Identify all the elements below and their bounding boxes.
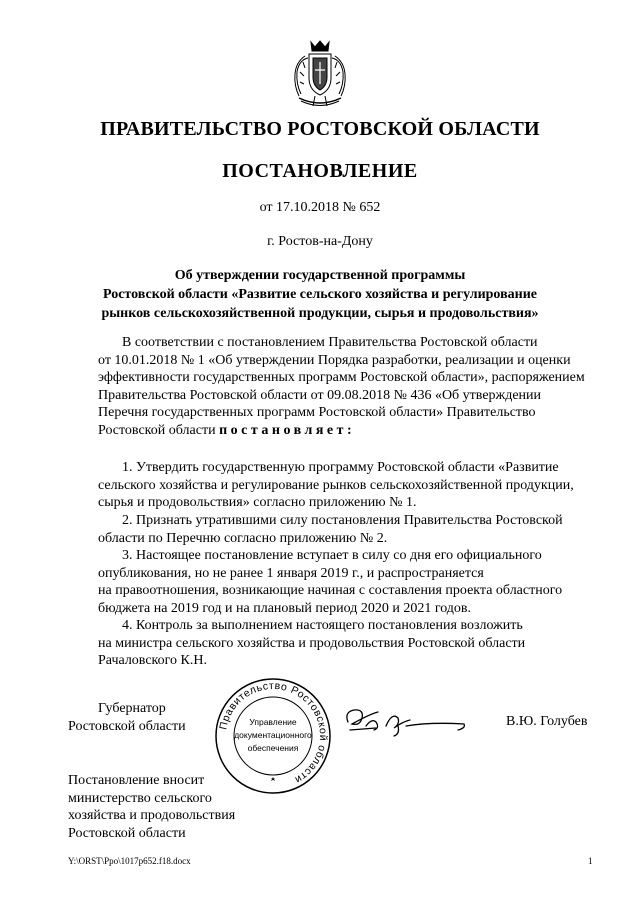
preamble-paragraph <box>98 334 595 439</box>
text-line: 4. Контроль за выполнением настоящего постановления возложить <box>122 618 523 633</box>
signatory-name: В.Ю. Голубев <box>506 714 588 729</box>
text-line: Ростовской области <box>68 825 186 841</box>
text-line: Ростовской области постановляет: <box>98 422 356 438</box>
text-line: бюджета на 2019 год и на плановый период 2020 и 2021 годов. <box>98 600 472 616</box>
star-icon <box>271 777 275 781</box>
text-line: эффективности государственных программ Ростовской области», распоряжением <box>98 370 585 385</box>
submitter-note <box>68 772 235 842</box>
resolves-word: постановляет: <box>219 422 356 438</box>
text-line: Правительства Ростовской области от 09.08.2018 № 436 «Об утверждении <box>98 387 542 403</box>
subject-line: Ростовской области «Развитие сельского хозяйства и регулирование <box>103 287 537 302</box>
item-3-paragraph <box>98 547 595 617</box>
handwritten-signature <box>340 700 470 740</box>
text-line: Перечня государственных программ Ростовской области» Правительство <box>98 405 536 420</box>
text-line: 2. Признать утратившими силу постановления Правительства Ростовской <box>122 513 563 528</box>
text-line: хозяйства и продовольствия <box>68 808 236 823</box>
text-line: на министра сельского хозяйства и продовольствия Ростовской области <box>98 635 526 651</box>
item-2-paragraph <box>98 512 595 547</box>
coat-of-arms-icon <box>291 38 349 110</box>
text-line: от 10.01.2018 № 1 «Об утверждении Порядка разработки, реализации и оценки <box>98 352 571 368</box>
text-line: на правоотношения, возникающие начиная с составления проекта областного <box>98 583 563 598</box>
text-line: Рачаловского К.Н. <box>98 653 207 668</box>
text-line: министерство сельского <box>68 790 212 806</box>
text-line: Постановление вносит <box>68 773 205 788</box>
stamp-inner-line: обеспечения <box>247 743 299 753</box>
item-1-paragraph <box>98 459 595 512</box>
stamp-inner-line: Управление <box>249 717 297 727</box>
text-line: 1. Утвердить государственную программу Ростовской области «Развитие <box>122 460 559 475</box>
text-line: В соответствии с постановлением Правительства Ростовской области <box>122 335 538 350</box>
file-path: Y:\ORST\Ppo\1017p652.f18.docx <box>68 856 191 866</box>
signatory-title-line: Губернатор <box>98 701 166 716</box>
text-line: сельского хозяйства и регулирование рынков сельскохозяйственной продукции, <box>98 477 574 493</box>
stamp-outer-text: Правительство Ростовской области <box>217 679 330 787</box>
stamp-inner-line: документационного <box>234 730 312 740</box>
subject-line: рынков сельскохозяйственной продукции, сырья и продовольствия» <box>101 306 539 321</box>
document-type: ПОСТАНОВЛЕНИЕ <box>222 160 418 182</box>
subject-line: Об утверждении государственной программы <box>174 268 466 283</box>
document-date-number: от 17.10.2018 № 652 <box>259 200 381 215</box>
item-4-paragraph <box>98 617 595 670</box>
text-line: 3. Настоящее постановление вступает в силу со дня его официального <box>122 548 542 563</box>
organization-title: ПРАВИТЕЛЬСТВО РОСТОВСКОЙ ОБЛАСТИ <box>100 118 540 140</box>
page-number: 1 <box>588 856 593 866</box>
document-place: г. Ростов-на-Дону <box>267 234 373 249</box>
document-subject <box>60 266 580 323</box>
text-line: области по Перечню согласно приложению № 2. <box>98 530 388 546</box>
text-line: сырья и продовольствия» согласно приложению № 1. <box>98 495 417 510</box>
text-line: опубликования, но не ранее 1 января 2019 г., и распространяется <box>98 565 484 581</box>
signatory-title-line: Ростовской области <box>68 719 186 734</box>
